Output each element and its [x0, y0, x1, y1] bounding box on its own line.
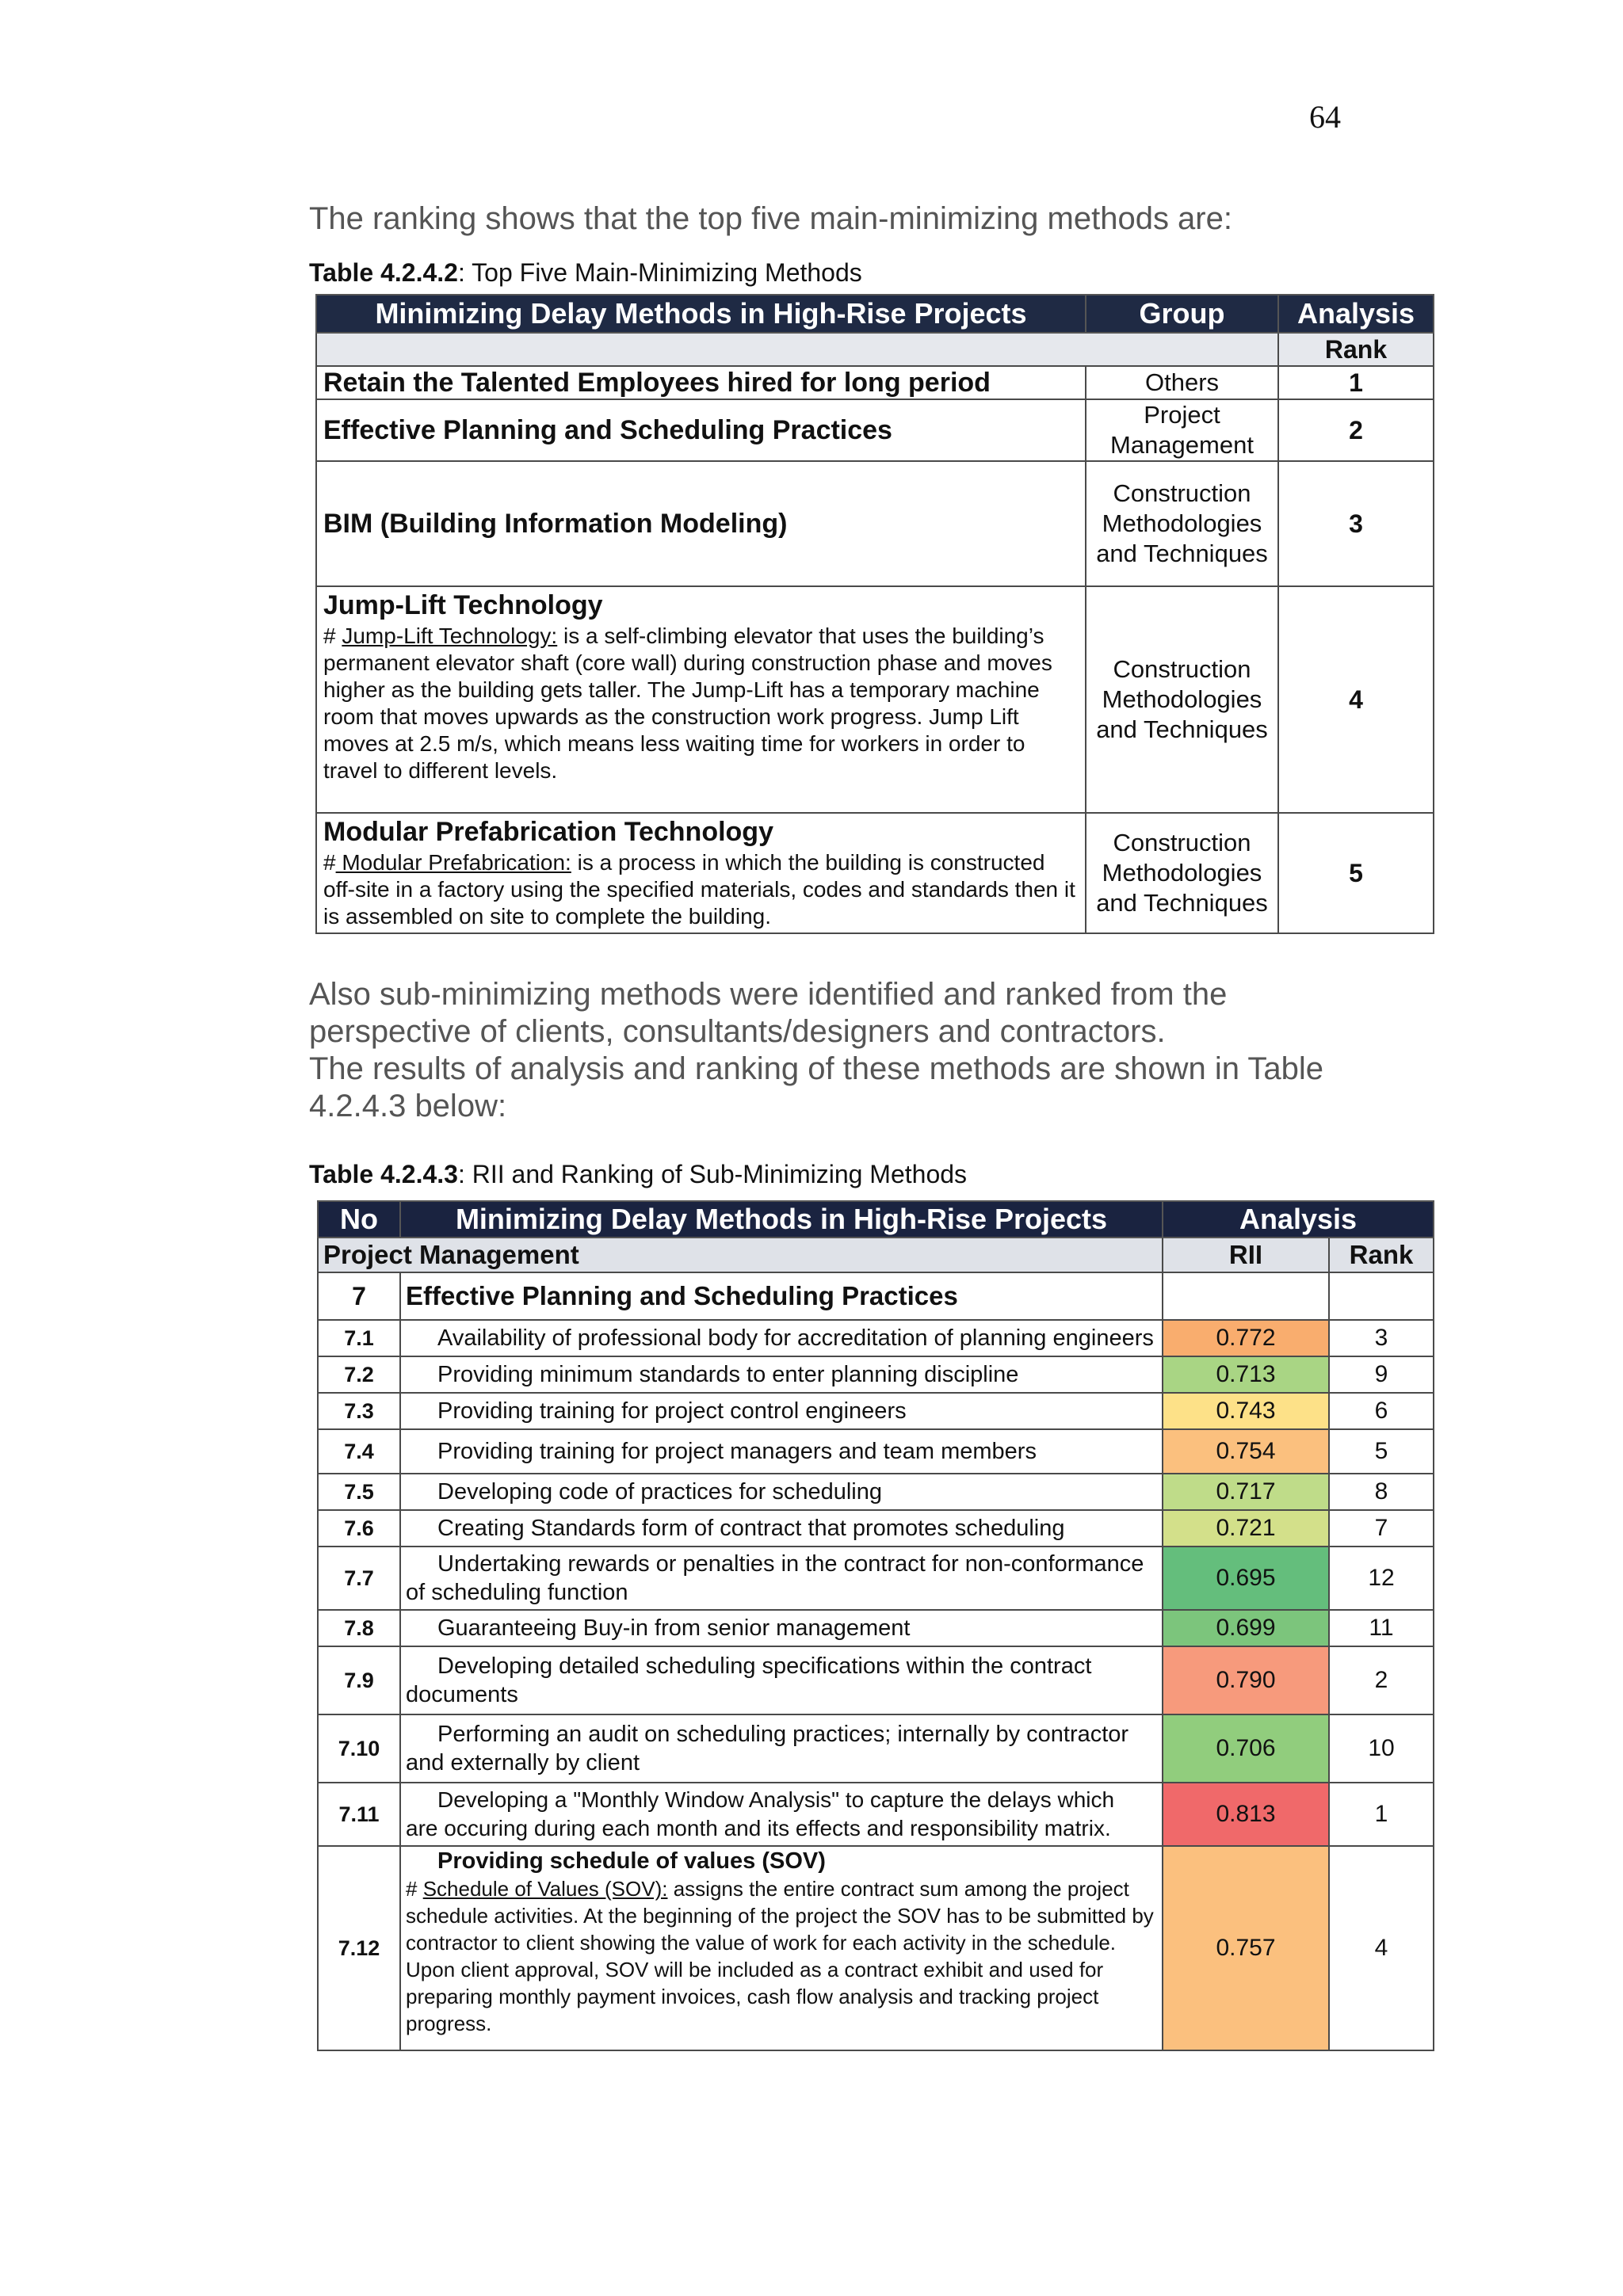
row-rank: 7 [1329, 1510, 1434, 1547]
method-group: Others [1086, 366, 1278, 399]
table-row [318, 1547, 1434, 1610]
row-rank: 2 [1329, 1646, 1434, 1714]
row-rii: 0.743 [1163, 1393, 1329, 1429]
subheader-rii: RII [1163, 1238, 1329, 1272]
group-no: 7 [318, 1272, 400, 1320]
method-name: Jump-Lift Technology [323, 590, 603, 620]
row-no: 7.5 [318, 1474, 400, 1510]
note-term: Modular Prefabrication: [335, 850, 571, 875]
row-rii: 0.754 [1163, 1429, 1329, 1474]
subheader-group: Project Management [318, 1238, 1163, 1272]
method-rank: 1 [1278, 366, 1434, 399]
table-row [316, 461, 1434, 586]
row-rii: 0.757 [1163, 1846, 1329, 2050]
row-rii: 0.772 [1163, 1320, 1329, 1356]
method-note: # Jump-Lift Technology: is a self-climbing elevator that uses the building’s permanent elevator shaft (core wall) during construction phase and moves higher as the building gets taller. The Jump-Lift has a temporary machine room that moves upwards as the construction work progress. Jump Lift moves at 2.5 m/s, which means less waiting time for workers in order to travel to different levels. [323, 624, 1052, 783]
row-desc: Availability of professional body for accreditation of planning engineers [400, 1320, 1163, 1356]
table-row [318, 1393, 1434, 1429]
group-row [318, 1272, 1434, 1320]
table-row [318, 1610, 1434, 1646]
row-rank: 1 [1329, 1783, 1434, 1846]
table-row [318, 1356, 1434, 1393]
method-cell [316, 586, 1086, 813]
table-caption-1 [309, 258, 862, 288]
subheader-rank: Rank [1329, 1238, 1434, 1272]
row-desc: Developing detailed scheduling specifications within the contract documents [400, 1646, 1163, 1714]
table-row [318, 1846, 1434, 2050]
top-five-methods-table [315, 294, 1434, 934]
header-method: Minimizing Delay Methods in High-Rise Projects [400, 1201, 1163, 1238]
header-rank: Rank [1278, 333, 1434, 366]
row-no: 7.12 [318, 1846, 400, 2050]
row-rii: 0.713 [1163, 1356, 1329, 1393]
header-analysis: Analysis [1163, 1201, 1434, 1238]
paragraph-line: The results of analysis and ranking of these methods are shown in Table [309, 1051, 1323, 1086]
caption-text: : Top Five Main-Minimizing Methods [457, 258, 862, 287]
method-rank: 4 [1278, 586, 1434, 813]
table-row [316, 399, 1434, 461]
sub-methods-rii-table [317, 1200, 1434, 2051]
method-group: Project Management [1086, 399, 1278, 461]
row-rank: 3 [1329, 1320, 1434, 1356]
body-paragraph [309, 976, 1434, 1125]
group-title: Effective Planning and Scheduling Practices [400, 1272, 1163, 1320]
table-row [316, 586, 1434, 813]
row-rank: 9 [1329, 1356, 1434, 1393]
page-number: 64 [1309, 99, 1341, 135]
caption-text: : RII and Ranking of Sub-Minimizing Methods [457, 1160, 968, 1188]
row-desc: Developing a "Monthly Window Analysis" to capture the delays which are occuring during each month and its effects and responsibility matrix. [400, 1783, 1163, 1846]
sov-note: # Schedule of Values (SOV): assigns the entire contract sum among the project schedule activities. At the beginning of the project the SOV has to be submitted by contractor to client showing the value of work for each activity in the schedule. Upon client approval, SOV will be included as a contract exhibit and used for preparing monthly payment invoices, cash flow analysis and tracking project progress. [406, 1877, 1154, 2035]
method-cell [316, 813, 1086, 933]
method-rank: 2 [1278, 399, 1434, 461]
row-no: 7.2 [318, 1356, 400, 1393]
method-name: Effective Planning and Scheduling Practices [316, 399, 1086, 461]
row-no: 7.8 [318, 1610, 400, 1646]
row-rank: 11 [1329, 1610, 1434, 1646]
row-rii: 0.695 [1163, 1547, 1329, 1610]
table-row [316, 366, 1434, 399]
table-row [318, 1646, 1434, 1714]
row-rii: 0.813 [1163, 1783, 1329, 1846]
method-note: # Modular Prefabrication: is a process in which the building is constructed off-site in a factory using the specified materials, codes and standards then it is assembled on site to complete the building. [323, 850, 1075, 929]
row-desc: Providing training for project managers and team members [400, 1429, 1163, 1474]
row-desc: Guaranteeing Buy-in from senior management [400, 1610, 1163, 1646]
row-rank: 10 [1329, 1714, 1434, 1783]
intro-paragraph: The ranking shows that the top five main-minimizing methods are: [309, 201, 1232, 236]
row-no: 7.4 [318, 1429, 400, 1474]
row-desc: Providing training for project control engineers [400, 1393, 1163, 1429]
paragraph-line: perspective of clients, consultants/designers and contractors. [309, 1014, 1166, 1049]
row-rank: 12 [1329, 1547, 1434, 1610]
note-term: Jump-Lift Technology: [342, 624, 558, 648]
table-row [318, 1510, 1434, 1547]
method-group: Construction Methodologies and Techniques [1086, 461, 1278, 586]
header-method: Minimizing Delay Methods in High-Rise Projects [316, 295, 1086, 333]
row-rank: 6 [1329, 1393, 1434, 1429]
method-rank: 5 [1278, 813, 1434, 933]
table-caption-2 [309, 1160, 967, 1189]
row-desc: Performing an audit on scheduling practices; internally by contractor and externally by client [400, 1714, 1163, 1783]
row-rii: 0.699 [1163, 1610, 1329, 1646]
table-row [318, 1783, 1434, 1846]
sov-title: Providing schedule of values (SOV) [437, 1848, 826, 1874]
header-analysis: Analysis [1278, 295, 1434, 333]
method-name: Modular Prefabrication Technology [323, 817, 773, 847]
row-no: 7.1 [318, 1320, 400, 1356]
table-row [318, 1320, 1434, 1356]
header-group: Group [1086, 295, 1278, 333]
row-rii: 0.706 [1163, 1714, 1329, 1783]
row-no: 7.10 [318, 1714, 400, 1783]
row-no: 7.3 [318, 1393, 400, 1429]
row-rii: 0.717 [1163, 1474, 1329, 1510]
method-rank: 3 [1278, 461, 1434, 586]
header-no: No [318, 1201, 400, 1238]
paragraph-line: Also sub-minimizing methods were identified and ranked from the [309, 977, 1228, 1012]
table-row [318, 1429, 1434, 1474]
row-no: 7.6 [318, 1510, 400, 1547]
row-desc: Developing code of practices for scheduling [400, 1474, 1163, 1510]
row-desc: Undertaking rewards or penalties in the contract for non-conformance of scheduling function [400, 1547, 1163, 1610]
table-row [316, 813, 1434, 933]
row-rii: 0.790 [1163, 1646, 1329, 1714]
row-no: 7.11 [318, 1783, 400, 1846]
row-desc: Providing minimum standards to enter planning discipline [400, 1356, 1163, 1393]
row-no: 7.7 [318, 1547, 400, 1610]
table-row [318, 1474, 1434, 1510]
caption-label: Table 4.2.4.3 [309, 1160, 458, 1188]
caption-label: Table 4.2.4.2 [309, 258, 458, 287]
row-rii: 0.721 [1163, 1510, 1329, 1547]
row-desc: Creating Standards form of contract that promotes scheduling [400, 1510, 1163, 1547]
row-desc [400, 1846, 1163, 2050]
method-name: BIM (Building Information Modeling) [316, 461, 1086, 586]
row-no: 7.9 [318, 1646, 400, 1714]
method-group: Construction Methodologies and Techniques [1086, 813, 1278, 933]
method-group: Construction Methodologies and Techniques [1086, 586, 1278, 813]
row-rank: 5 [1329, 1429, 1434, 1474]
row-rank: 4 [1329, 1846, 1434, 2050]
note-term: Schedule of Values (SOV): [422, 1877, 668, 1901]
table-row [318, 1714, 1434, 1783]
method-name: Retain the Talented Employees hired for long period [316, 366, 1086, 399]
paragraph-line: 4.2.4.3 below: [309, 1089, 507, 1123]
row-rank: 8 [1329, 1474, 1434, 1510]
